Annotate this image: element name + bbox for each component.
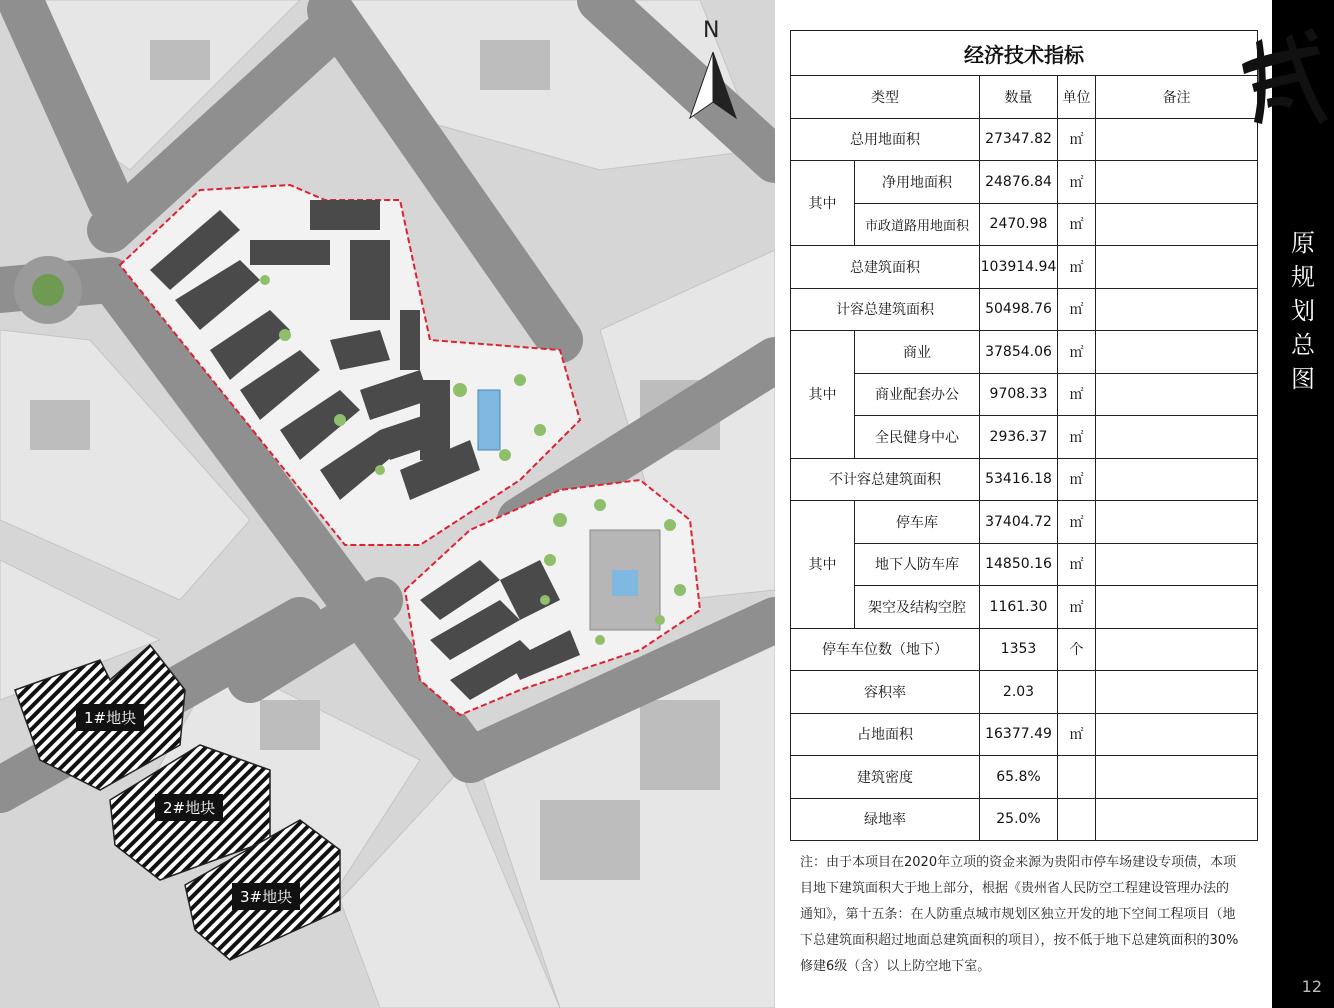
row-unit xyxy=(1058,671,1096,714)
table-row xyxy=(791,713,1258,756)
row-label: 建筑密度 xyxy=(791,756,980,799)
table-row xyxy=(791,671,1258,714)
indicator-panel xyxy=(775,0,1272,1008)
row-value: 25.0% xyxy=(980,798,1058,841)
row-unit: ㎡ xyxy=(1058,458,1096,501)
row-unit: ㎡ xyxy=(1058,501,1096,544)
row-value: 16377.49 xyxy=(980,713,1058,756)
economic-indicator-table xyxy=(790,30,1258,841)
row-value: 1353 xyxy=(980,628,1058,671)
table-row xyxy=(791,543,1258,586)
row-value: 37854.06 xyxy=(980,331,1058,374)
row-remark xyxy=(1096,246,1258,289)
row-unit xyxy=(1058,756,1096,799)
title-char: 图 xyxy=(1291,365,1315,393)
row-value: 65.8% xyxy=(980,756,1058,799)
row-value: 2470.98 xyxy=(980,203,1058,246)
table-row xyxy=(791,373,1258,416)
row-label: 总建筑面积 xyxy=(791,246,980,289)
north-label: N xyxy=(703,18,720,43)
row-remark xyxy=(1096,288,1258,331)
row-remark xyxy=(1096,458,1258,501)
table-row xyxy=(791,756,1258,799)
row-label: 净用地面积 xyxy=(855,161,980,204)
footnote: 注：由于本项目在2020年立项的资金来源为贵阳市停车场建设专项债，本项目地下建筑面积大于地上部分，根据《贵州省人民防空工程建设管理办法的通知》，第十五条：在人防重点城市规划区独立开发的地下空间工程项目（地下总建筑面积超过地面总建筑面积的项目），按不低于地下总建筑面积的30%修建6级（含）以上防空地下室。 xyxy=(800,855,1239,974)
header-unit: 单位 xyxy=(1058,76,1096,119)
row-remark xyxy=(1096,161,1258,204)
row-remark xyxy=(1096,416,1258,459)
row-remark xyxy=(1096,501,1258,544)
row-remark xyxy=(1096,331,1258,374)
title-char: 原 xyxy=(1291,229,1315,257)
row-unit: ㎡ xyxy=(1058,246,1096,289)
plot-label-3: 3#地块 xyxy=(232,883,300,910)
row-label: 容积率 xyxy=(791,671,980,714)
chapter-calligraphy-glyph xyxy=(1232,24,1332,134)
table-row xyxy=(791,416,1258,459)
row-unit: ㎡ xyxy=(1058,288,1096,331)
row-value: 14850.16 xyxy=(980,543,1058,586)
row-value: 24876.84 xyxy=(980,161,1058,204)
row-unit: ㎡ xyxy=(1058,543,1096,586)
table-row xyxy=(791,288,1258,331)
row-unit: 个 xyxy=(1058,628,1096,671)
row-label: 地下人防车库 xyxy=(855,543,980,586)
header-quantity: 数量 xyxy=(980,76,1058,119)
row-remark xyxy=(1096,671,1258,714)
row-value: 2.03 xyxy=(980,671,1058,714)
row-value: 53416.18 xyxy=(980,458,1058,501)
group-label: 其中 xyxy=(791,331,855,459)
row-value: 27347.82 xyxy=(980,118,1058,161)
chapter-sidebar xyxy=(1272,0,1334,1008)
table-row xyxy=(791,798,1258,841)
table-row xyxy=(791,203,1258,246)
table-row xyxy=(791,628,1258,671)
row-unit: ㎡ xyxy=(1058,586,1096,629)
row-value: 37404.72 xyxy=(980,501,1058,544)
title-char: 总 xyxy=(1291,331,1315,359)
table-row xyxy=(791,458,1258,501)
table-row xyxy=(791,586,1258,629)
row-label: 架空及结构空腔 xyxy=(855,586,980,629)
row-label: 占地面积 xyxy=(791,713,980,756)
group-label: 其中 xyxy=(791,501,855,629)
row-unit: ㎡ xyxy=(1058,331,1096,374)
title-char: 划 xyxy=(1291,297,1315,325)
row-label: 总用地面积 xyxy=(791,118,980,161)
row-label: 停车库 xyxy=(855,501,980,544)
row-label: 商业 xyxy=(855,331,980,374)
row-label: 计容总建筑面积 xyxy=(791,288,980,331)
row-label: 绿地率 xyxy=(791,798,980,841)
row-value: 103914.94 xyxy=(980,246,1058,289)
group-label: 其中 xyxy=(791,161,855,246)
table-row xyxy=(791,501,1258,544)
table-title: 经济技术指标 xyxy=(791,31,1258,76)
row-unit: ㎡ xyxy=(1058,416,1096,459)
title-char: 规 xyxy=(1291,263,1315,291)
row-unit: ㎡ xyxy=(1058,161,1096,204)
header-remark: 备注 xyxy=(1096,76,1258,119)
table-row xyxy=(791,161,1258,204)
page-number: 12 xyxy=(1301,977,1322,996)
table-row xyxy=(791,246,1258,289)
row-label: 不计容总建筑面积 xyxy=(791,458,980,501)
row-unit xyxy=(1058,798,1096,841)
row-remark xyxy=(1096,756,1258,799)
row-label: 全民健身中心 xyxy=(855,416,980,459)
plot-label-2: 2#地块 xyxy=(155,794,223,821)
row-unit: ㎡ xyxy=(1058,373,1096,416)
row-remark xyxy=(1096,543,1258,586)
row-unit: ㎡ xyxy=(1058,203,1096,246)
table-row xyxy=(791,118,1258,161)
row-label: 商业配套办公 xyxy=(855,373,980,416)
row-remark xyxy=(1096,713,1258,756)
table-row xyxy=(791,331,1258,374)
row-value: 2936.37 xyxy=(980,416,1058,459)
row-value: 9708.33 xyxy=(980,373,1058,416)
row-remark xyxy=(1096,586,1258,629)
row-remark xyxy=(1096,628,1258,671)
row-remark xyxy=(1096,798,1258,841)
row-remark xyxy=(1096,203,1258,246)
row-value: 50498.76 xyxy=(980,288,1058,331)
row-value: 1161.30 xyxy=(980,586,1058,629)
row-remark xyxy=(1096,373,1258,416)
row-label: 停车车位数（地下） xyxy=(791,628,980,671)
plot-label-1: 1#地块 xyxy=(76,704,144,731)
sidebar-title xyxy=(1272,226,1334,396)
row-unit: ㎡ xyxy=(1058,118,1096,161)
row-label: 市政道路用地面积 xyxy=(855,203,980,246)
header-type: 类型 xyxy=(791,76,980,119)
row-unit: ㎡ xyxy=(1058,713,1096,756)
